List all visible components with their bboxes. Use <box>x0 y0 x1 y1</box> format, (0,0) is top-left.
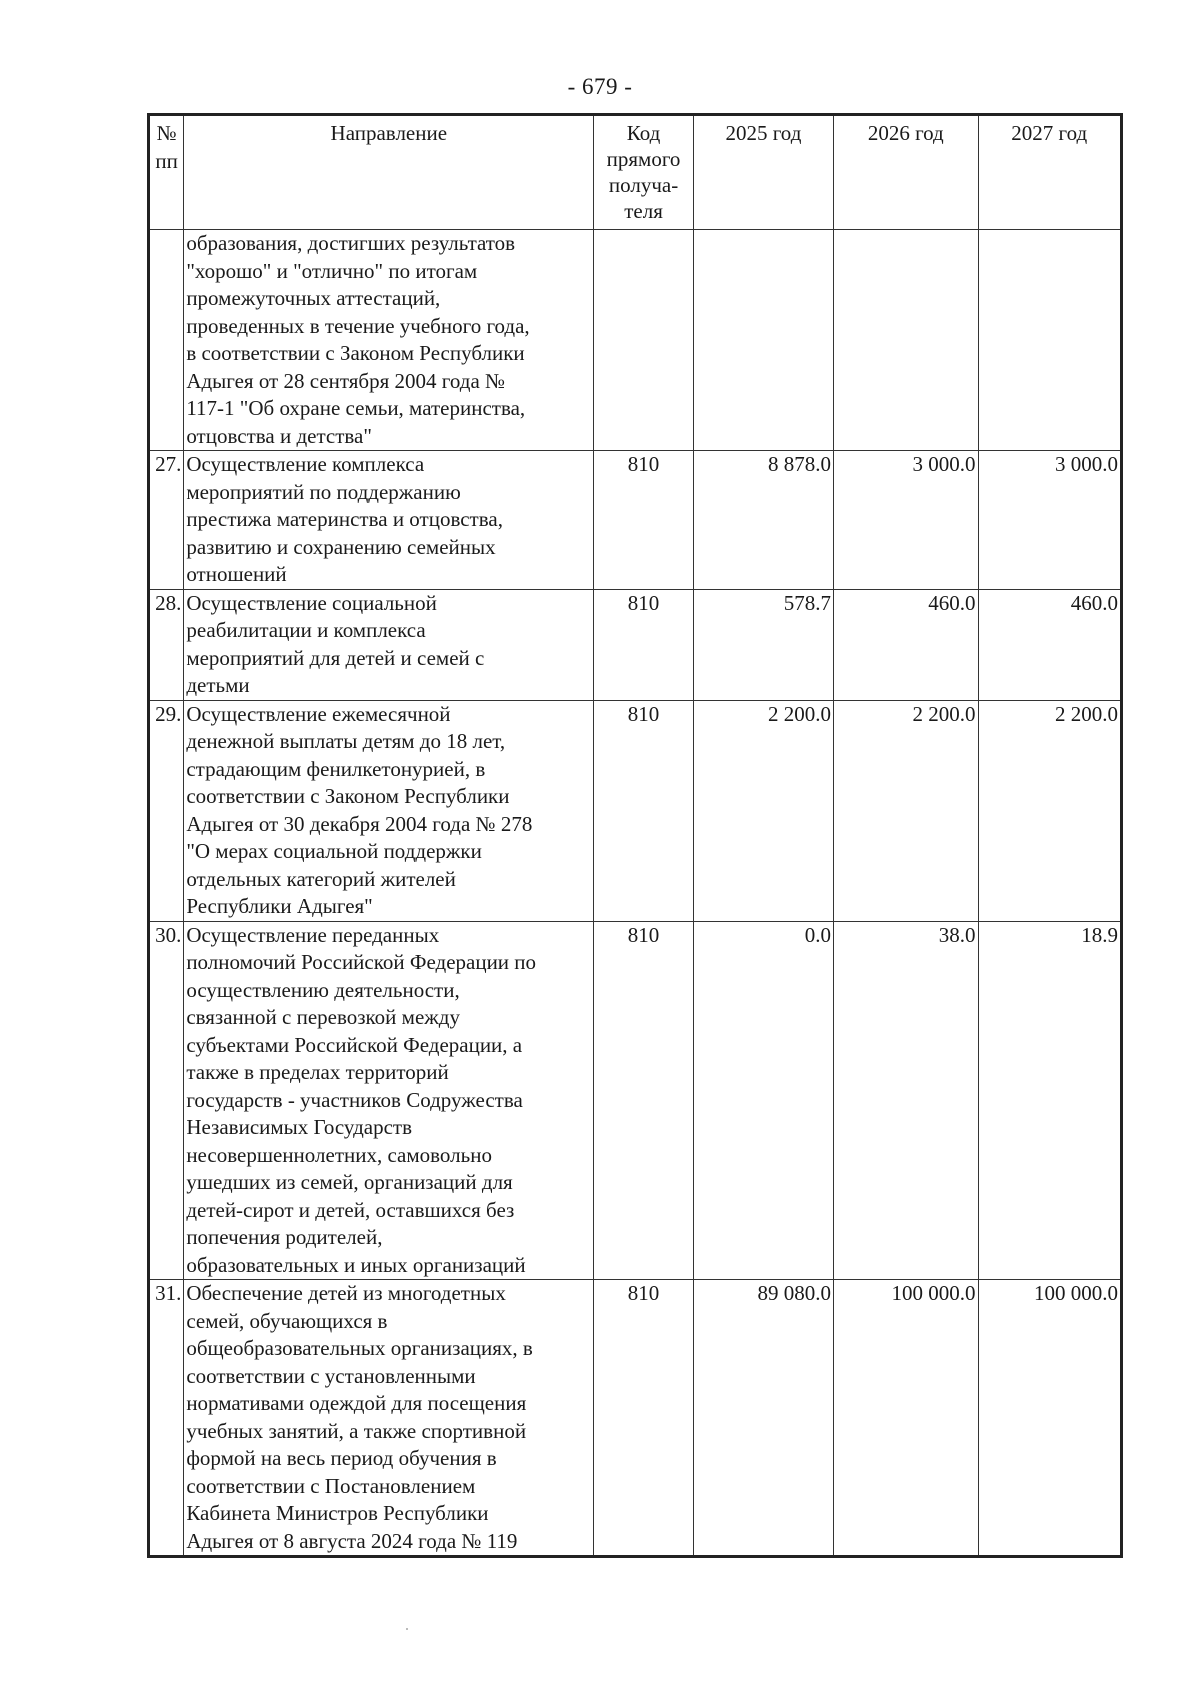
header-year-2026: 2026 год <box>834 115 979 230</box>
row-description <box>184 1280 594 1557</box>
amount-2026: 460.0 <box>834 589 979 700</box>
page-number: - 679 - <box>567 74 633 99</box>
description-line: Осуществление ежемесячной <box>186 701 451 726</box>
description-line: соответствии с установленными <box>186 1363 476 1388</box>
amount-2027: 460.0 <box>978 589 1121 700</box>
header-code-line: Код <box>626 121 661 145</box>
amount-2025: 0.0 <box>693 921 833 1280</box>
description-line: мероприятий для детей и семей с <box>186 645 485 670</box>
row-description <box>184 589 594 700</box>
row-number: 27. <box>149 451 184 590</box>
row-number: 30. <box>149 921 184 1280</box>
amount-2026 <box>834 230 979 451</box>
table-row <box>149 1280 1122 1557</box>
description-line: денежной выплаты детям до 18 лет, <box>186 729 506 753</box>
recipient-code: 810 <box>594 1280 694 1557</box>
description-line: связанной с перевозкой между <box>186 1005 460 1029</box>
description-line: Осуществление переданных <box>186 922 440 947</box>
header-year-2025: 2025 год <box>693 115 833 230</box>
recipient-code: 810 <box>594 451 694 590</box>
header-number-line: пп <box>155 148 178 173</box>
description-line: учебных занятий, а также спортивной <box>186 1418 527 1443</box>
header-year-2027: 2027 год <box>978 115 1121 230</box>
amount-2025: 578.7 <box>693 589 833 700</box>
description-line: мероприятий по поддержанию <box>186 479 461 504</box>
recipient-code <box>594 230 694 451</box>
header-number <box>149 115 184 230</box>
table-row <box>149 589 1122 700</box>
description-line: Адыгея от 8 августа 2024 года № 119 <box>186 1528 518 1553</box>
table-body <box>149 230 1122 1557</box>
row-number: 31. <box>149 1280 184 1557</box>
description-line: Адыгея от 28 сентября 2004 года № <box>186 368 506 393</box>
row-description <box>184 451 594 590</box>
description-line: формой на весь период обучения в <box>186 1446 497 1470</box>
amount-2027: 2 200.0 <box>978 700 1121 921</box>
description-line: общеобразовательных организациях, в <box>186 1336 533 1360</box>
amount-2027: 18.9 <box>978 921 1121 1280</box>
header-code-line: теля <box>624 199 663 223</box>
amount-2026: 3 000.0 <box>834 451 979 590</box>
description-line: субъектами Российской Федерации, а <box>186 1032 523 1057</box>
amount-2026: 100 000.0 <box>834 1280 979 1557</box>
description-line: проведенных в течение учебного года, <box>186 313 530 338</box>
amount-2025: 2 200.0 <box>693 700 833 921</box>
description-line: реабилитации и комплекса <box>186 618 426 642</box>
amount-2025: 8 878.0 <box>693 451 833 590</box>
amount-2027 <box>978 230 1121 451</box>
description-line: "хорошо" и "отлично" по итогам <box>186 258 478 283</box>
description-line: соответствии с Законом Республики <box>186 784 510 808</box>
header-number-line: № <box>156 121 177 145</box>
description-line: отношений <box>186 562 287 586</box>
description-line: страдающим фенилкетонурией, в <box>186 756 486 781</box>
description-line: детьми <box>186 673 250 697</box>
description-line: несовершеннолетних, самовольно <box>186 1142 492 1167</box>
amount-2027: 100 000.0 <box>978 1280 1121 1557</box>
amount-2026: 38.0 <box>834 921 979 1280</box>
description-line: попечения родителей, <box>186 1225 383 1249</box>
table-header-row <box>149 115 1122 230</box>
table-row <box>149 921 1122 1280</box>
row-number: 28. <box>149 589 184 700</box>
description-line: Независимых Государств <box>186 1115 412 1139</box>
description-line: нормативами одеждой для посещения <box>186 1391 527 1415</box>
description-line: отцовства и детства" <box>186 423 372 448</box>
description-line: детей-сирот и детей, оставшихся без <box>186 1197 515 1222</box>
table-row <box>149 230 1122 451</box>
description-line: образования, достигших результатов <box>186 231 516 255</box>
row-description <box>184 921 594 1280</box>
description-line: отдельных категорий жителей <box>186 866 456 891</box>
description-line: Адыгея от 30 декабря 2004 года № 278 <box>186 811 533 836</box>
description-line: также в пределах территорий <box>186 1060 449 1084</box>
recipient-code: 810 <box>594 589 694 700</box>
description-line: 117-1 "Об охране семьи, материнства, <box>186 396 526 420</box>
description-line: Обеспечение детей из многодетных <box>186 1281 506 1305</box>
description-line: Республики Адыгея" <box>186 894 373 918</box>
row-number: 29. <box>149 700 184 921</box>
budget-table <box>147 113 1123 1558</box>
amount-2025 <box>693 230 833 451</box>
row-description <box>184 700 594 921</box>
description-line: семей, обучающихся в <box>186 1308 388 1333</box>
table-row <box>149 451 1122 590</box>
description-line: развитию и сохранению семейных <box>186 534 496 559</box>
scan-artifact <box>406 1628 408 1630</box>
description-line: Осуществление социальной <box>186 590 437 615</box>
description-line: престижа материнства и отцовства, <box>186 507 503 531</box>
description-line: полномочий Российской Федерации по <box>186 950 537 974</box>
description-line: Кабинета Министров Республики <box>186 1501 489 1525</box>
header-direction: Направление <box>184 115 594 230</box>
description-line: Осуществление комплекса <box>186 452 425 476</box>
recipient-code: 810 <box>594 921 694 1280</box>
description-line: государств - участников Содружества <box>186 1087 523 1112</box>
row-description <box>184 230 594 451</box>
description-line: промежуточных аттестаций, <box>186 286 441 310</box>
header-code-line: прямого <box>606 147 681 171</box>
description-line: образовательных и иных организаций <box>186 1252 526 1277</box>
header-recipient-code <box>594 115 694 230</box>
amount-2025: 89 080.0 <box>693 1280 833 1557</box>
description-line: в соответствии с Законом Республики <box>186 341 525 365</box>
description-line: соответствии с Постановлением <box>186 1473 476 1498</box>
description-line: осуществлению деятельности, <box>186 977 460 1002</box>
table-row <box>149 700 1122 921</box>
header-code-line: получа- <box>608 173 679 197</box>
amount-2027: 3 000.0 <box>978 451 1121 590</box>
recipient-code: 810 <box>594 700 694 921</box>
amount-2026: 2 200.0 <box>834 700 979 921</box>
row-number <box>149 230 184 451</box>
description-line: ушедших из семей, организаций для <box>186 1170 513 1194</box>
description-line: "О мерах социальной поддержки <box>186 839 482 863</box>
